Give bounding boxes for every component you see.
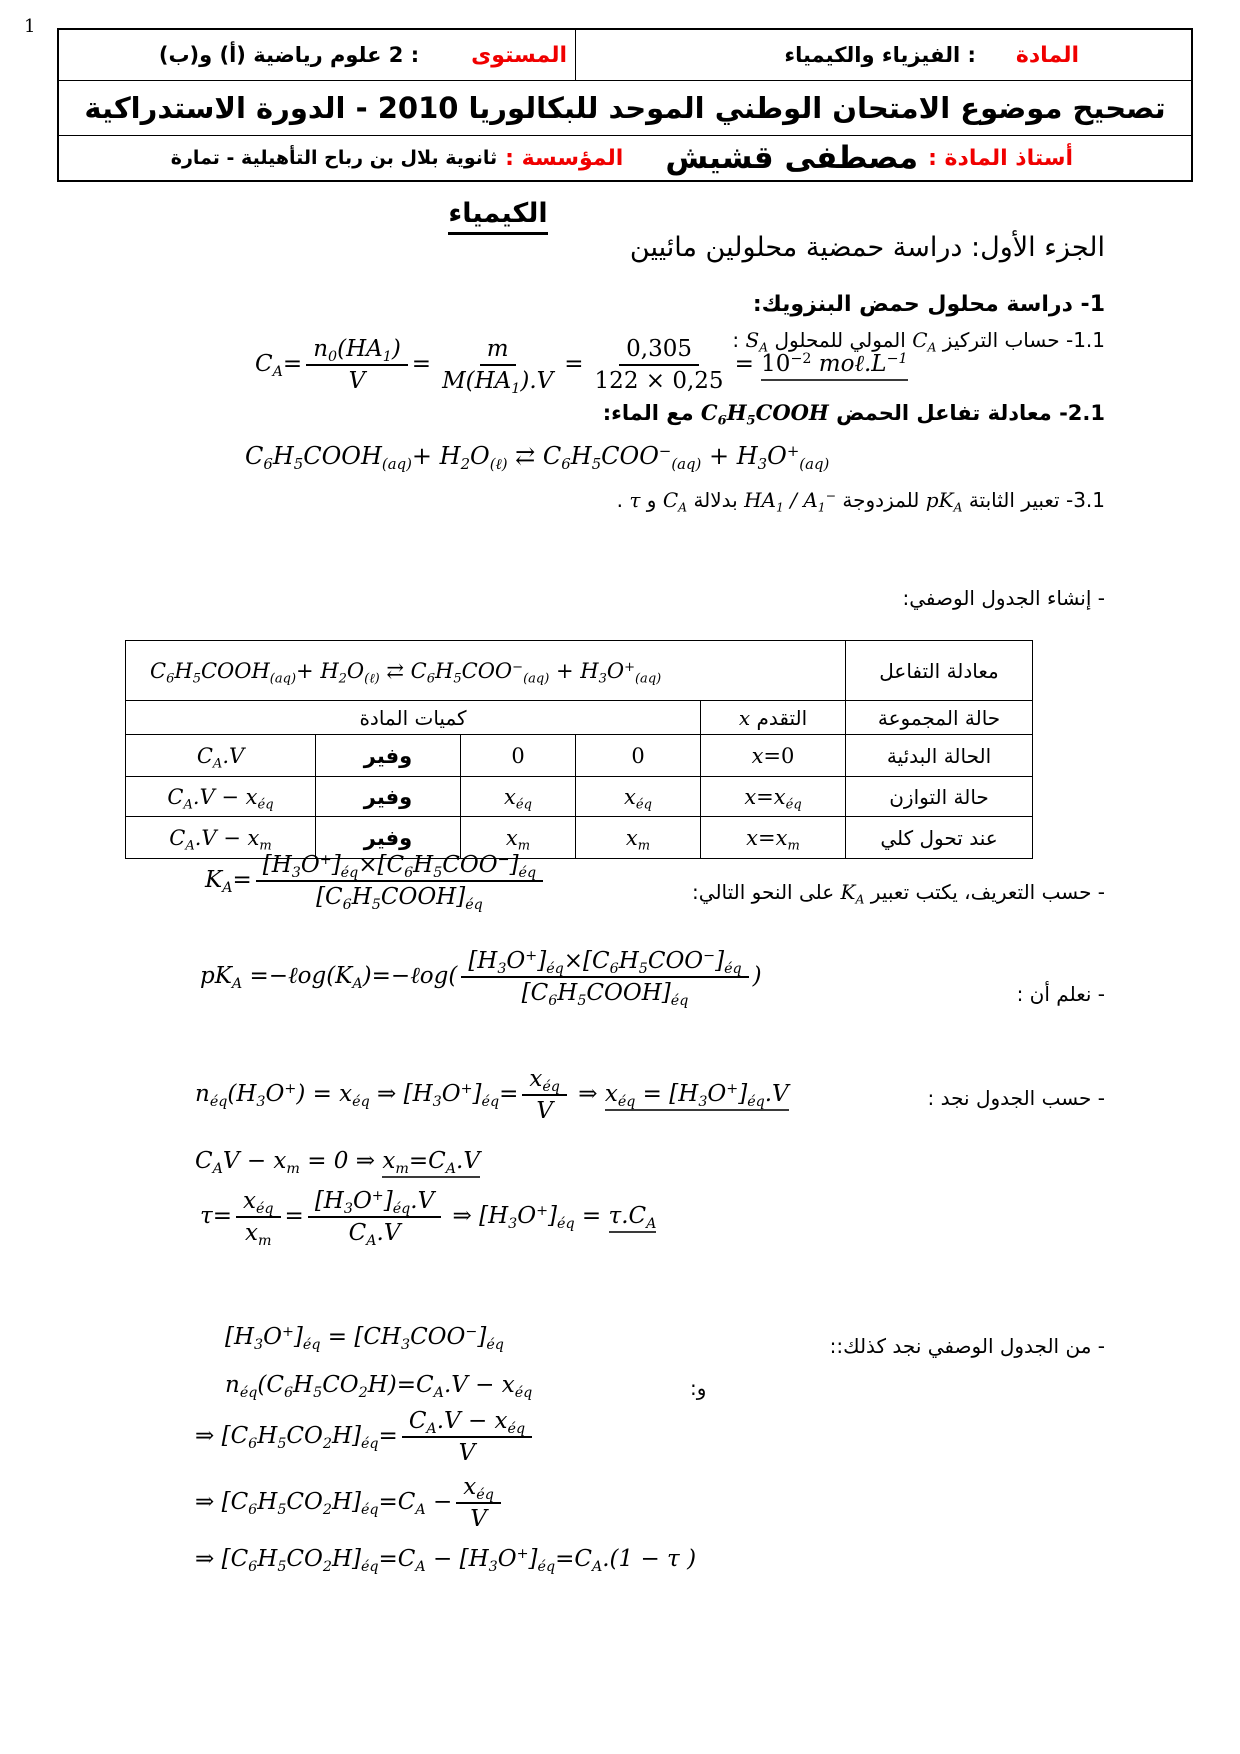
equation-tau: τ= $\frac{x_{éq}}{x_m}$ = $\frac{[H_3O^+]_{éq}.V}{C_A.V}$ ⇒ $[H_3O^+]_{éq} = \tau.C_A$ (200, 1188, 657, 1249)
equation-h3o-ch3coo: $[H_3O^+]_{éq} = [CH_3COO^-]_{éq}$ (225, 1324, 504, 1353)
level-value: : 2 علوم رياضية (أ) و(ب) (158, 43, 420, 67)
equation-xm: $C_AV - x_m = 0$ ⇒ $x_m=C_A.V$ (195, 1148, 480, 1177)
table-cell: 0 (576, 735, 701, 777)
line-3-1: 3.1- تعبير الثابتة $pK_A$ للمزدوجة $HA_1 / A_1^-$ بدلالة $C_A$ و τ . (616, 488, 1105, 515)
level-cell (59, 30, 575, 80)
equation-acid-conc-2: ⇒ $[C_6H_5CO_2H]_{éq}=C_A$ − $\frac{x_{éq}}{V}$ (195, 1474, 505, 1532)
line-1-1: 1.1- حساب التركيز $C_A$ المولي للمحلول $S_A$ : (732, 328, 1105, 355)
school-value: ثانوية بلال بن رباح التأهيلية - تمارة (170, 147, 498, 169)
table-progress-cell: $x=x_{éq}$ (701, 777, 846, 817)
table-cell: 0 (461, 735, 576, 777)
equation-acid-conc-1: ⇒ $[C_6H_5CO_2H]_{éq}=$ $\frac{C_A.V - x_{éq}}{V}$ (195, 1408, 536, 1466)
table-state-cell: حالة التوازن (846, 777, 1033, 817)
table-cell: $x_{éq}$ (576, 777, 701, 817)
table-cell: $x_m$ (461, 817, 576, 859)
table-amounts-label: كميات المادة (126, 701, 701, 735)
reaction-progress-table (125, 640, 1033, 859)
table-cell: $x_m$ (576, 817, 701, 859)
equation-neq-acid: $n_{éq}(C_6H_5CO_2H)=C_A.V - x_{éq}$ (225, 1372, 533, 1401)
table-cell: $C_A.V - x_m$ (126, 817, 316, 859)
table-state-label: حالة المجموعة (846, 701, 1033, 735)
equation-concentration: $C_A=$ $\frac{n_0(HA_1)}{V}$ = $\frac{m}{M(HA_1).V}$ = $\frac{0,305}{122 \times 0,25}$ = $10^{-2}$ $mo\ell.L^{-1}$ (255, 336, 908, 397)
we-know-label: - نعلم أن : (1016, 982, 1105, 1006)
line-2-1: 2.1- معادلة تفاعل الحمض $C_6H_5COOH$ مع الماء: (602, 400, 1105, 429)
ka-definition-label: - حسب التعريف، يكتب تعبير $K_A$ على النحو التالي: (692, 880, 1105, 907)
table-cell: وفير (316, 817, 461, 859)
header-row-teacher-school (59, 136, 1191, 180)
table-cell: $C_A.V - x_{éq}$ (126, 777, 316, 817)
table-intro-line: - إنشاء الجدول الوصفي: (902, 586, 1105, 610)
table-state-cell: الحالة البدئية (846, 735, 1033, 777)
equation-acid-conc-final: ⇒ $[C_6H_5CO_2H]_{éq}=C_A - [H_3O^+]_{éq}=C_A.(1 - \tau$ ) (195, 1546, 697, 1575)
table-progress-label: التقدم x (701, 701, 846, 735)
subject-label: المادة (1015, 42, 1079, 68)
page-number: 1 (24, 16, 36, 37)
equation-pka: $pK_A$ $=-\ell og(K_A)=-\ell og$( $\frac{[H_3O^+]_{éq}\times[C_6H_5COO^-]_{éq}}{[C_6H_5COOH]_{éq}}$ ) (200, 948, 762, 1009)
table-cell: وفير (316, 777, 461, 817)
chemistry-section-title: الكيمياء (418, 198, 578, 229)
table-reaction-label: معادلة التفاعل (846, 641, 1033, 701)
subject-value: : الفيزياء والكيمياء (784, 43, 976, 67)
question1-heading: 1- دراسة محلول حمض البنزويك: (752, 292, 1105, 317)
table-reaction-equation: $C_6H_5COOH_{(aq)}+ H_2O_{(\ell)}$ ⇄ $C_6H_5COO^-_{(aq)} + H_3O^+_{(aq)}$ (126, 641, 846, 701)
school-label: المؤسسة : (505, 145, 624, 171)
table-progress-cell: $x=x_m$ (701, 817, 846, 859)
equation-ka: $K_A=$ $\frac{[H_3O^+]_{éq}\times[C_6H_5COO^-]_{éq}}{[C_6H_5COOH]_{éq}}$ (205, 852, 547, 910)
from-table-label: - حسب الجدول نجد : (927, 1086, 1105, 1110)
level-label: المستوى (471, 42, 567, 68)
document-title: تصحيح موضوع الامتحان الوطني الموحد للبكالوريا 2010 - الدورة الاستدراكية (59, 81, 1191, 136)
teacher-name: مصطفى قشيش (665, 140, 919, 176)
table-cell: $C_A.V$ (126, 735, 316, 777)
teacher-label: أستاذ المادة : (928, 145, 1073, 171)
table-progress-cell: x=0 (701, 735, 846, 777)
equation-reaction: $C_6H_5COOH_{(aq)}+ H_2O_{(\ell)}$ ⇄ $C_6H_5COO^-_{(aq)} + H_3O^+_{(aq)}$ (245, 441, 830, 474)
and-label: و: (690, 1376, 707, 1400)
header-table (57, 28, 1193, 182)
from-descriptive-table-label: - من الجدول الوصفي نجد كذلك:: (829, 1334, 1105, 1358)
subject-cell (575, 30, 1191, 80)
equation-h3o-xeq: $n_{éq}(H_3O^+) = x_{éq}$ ⇒ $[H_3O^+]_{éq}=$ $\frac{x_{éq}}{V}$ ⇒ $x_{éq} = [H_3O^+]_{éq}.V$ (195, 1066, 789, 1124)
table-cell: وفير (316, 735, 461, 777)
header-row-subject-level (59, 30, 1191, 81)
part1-heading: الجزء الأول: دراسة حمضية محلولين مائيين (629, 232, 1105, 263)
table-cell: $x_{éq}$ (461, 777, 576, 817)
table-state-cell: عند تحول كلي (846, 817, 1033, 859)
